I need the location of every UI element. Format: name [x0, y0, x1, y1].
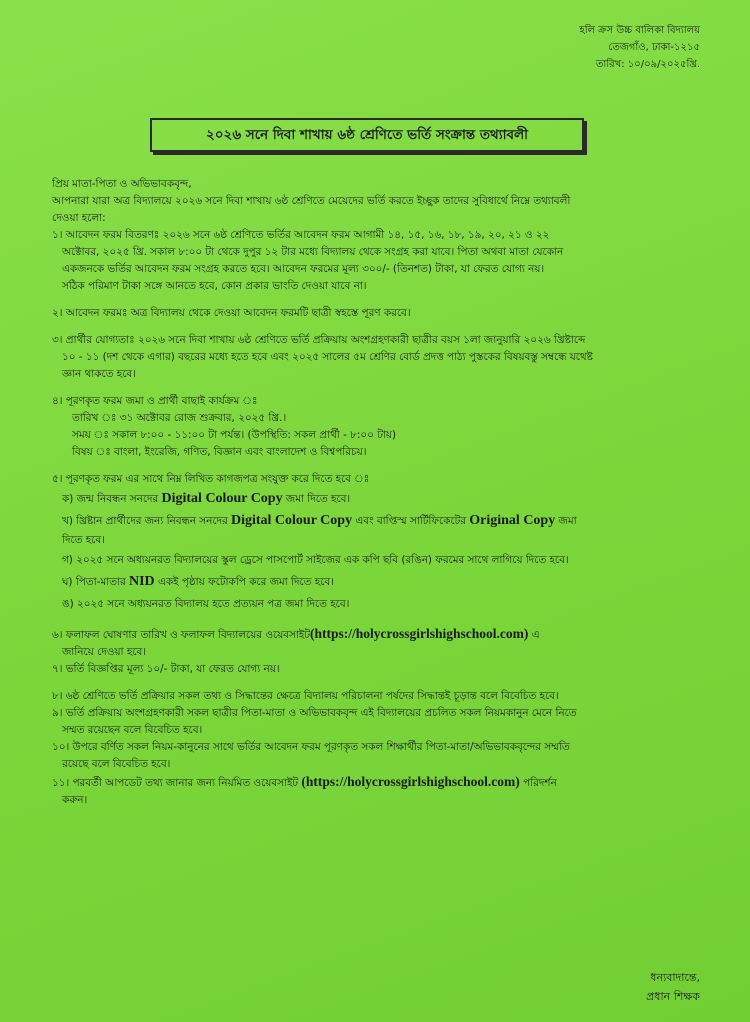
item-5-b: খ) খ্রিষ্টান প্রার্থীদের জন্য নিবন্ধন সনদের Digital Colour Copy এবং বাপ্তিস্ম সার্টিফিকেটের Original Copy জমা	[62, 513, 577, 528]
item-1-line: ১। আবেদন ফরম বিতরণঃ ২০২৬ সনে ৬ষ্ঠ শ্রেণিতে ভর্তির আবেদন ফরম আগামী ১৪, ১৫, ১৬, ১৮, ১৯, ২০, ২১ ও ২২	[52, 229, 550, 241]
signatory: প্রধান শিক্ষক	[646, 990, 700, 1003]
item-2: ২। আবেদন ফরমঃ অত্র বিদ্যালয় থেকে দেওয়া আবেদন ফরমটি ছাত্রী স্বহস্তে পূরণ করবে।	[52, 307, 411, 319]
item-1-line: একজনকে ভর্তির আবেদন ফরম সংগ্রহ করতে হবে। আবেদন ফরমের মূল্য ৩০০/- (তিনশত) টাকা, যা ফেরত যোগ্য নয়।	[62, 263, 545, 275]
item-5-c: গ) ২০২৫ সনে অধ্যয়নরত বিদ্যালয়ের স্কুল ড্রেসে পাসপোর্ট সাইজের এক কপি ছবি (রঙিন) ফরমের সাথে লাগিয়ে দিতে হবে।	[62, 554, 569, 566]
closing: ধন্যবাদান্তে,	[650, 971, 700, 984]
website-link[interactable]: (https://holycrossgirlshighschool.com)	[309, 626, 529, 641]
item-9-line: সম্মত রয়েছেন বলে বিবেচিত হবে।	[62, 724, 203, 736]
item-1-line: সঠিক পরিমাণ টাকা সঙ্গে আনতে হবে, কোন প্রকার ভাংতি দেওয়া যাবে না।	[62, 280, 367, 292]
notice-body	[52, 176, 712, 809]
item-6: ৬। ফলাফল ঘোষণার তারিখ ও ফলাফল বিদ্যালয়ের ওয়েবসাইট(https://holycrossgirlshighschool.com) এ	[52, 626, 540, 641]
item-5-e: ঙ) ২০২৫ সনে অধ্যয়নরত বিদ্যালয় হতে প্রত্যয়ন পত্র জমা দিতে হবে।	[62, 598, 350, 610]
item-10-line: ১০। উপরে বর্ণিত সকল নিয়ম-কানুনের সাথে ভর্তির আবেদন ফরম পূরণকৃত সকল শিক্ষার্থীর পিতা-মাতা/অভিভাবকবৃন্দের সম্মতি	[52, 741, 570, 753]
item-3-line: ৩। প্রার্থীর যোগ্যতাঃ ২০২৬ সনে দিবা শাখায় ৬ষ্ঠ শ্রেণিতে ভর্তি প্রক্রিয়ায় অংশগ্রহণকারী ছাত্রীর বয়স ১লা জানুয়ারি ২০২৬ খ্রিষ্টাব্দে	[52, 334, 586, 346]
item-7: ৭। ভর্তি বিজ্ঞপ্তির মূল্য ১০/- টাকা, যা ফেরত যোগ্য নয়।	[52, 663, 280, 675]
item-5-b-cont: দিতে হবে।	[62, 534, 105, 546]
item-4-time: সময় ঃ সকাল ৮:০০ - ১১:০০ টা পর্যন্ত। (উপস্থিতি: সকল প্রার্থী - ৮:০০ টায়)	[72, 429, 397, 441]
website-link[interactable]: (https://holycrossgirlshighschool.com)	[301, 774, 520, 789]
item-11-cont: করুন।	[62, 794, 88, 806]
item-1-line: অক্টোবর, ২০২৫ খ্রি. সকাল ৮:০০ টা থেকে দুপুর ১২ টার মধ্যে বিদ্যালয় থেকে সংগ্রহ করা যাবে। পিতা অথবা মাতা যেকোন	[62, 246, 564, 258]
item-4-heading: ৪। পূরণকৃত ফরম জমা ও প্রার্থী বাছাই কার্যক্রম ঃ	[52, 395, 258, 407]
notice-date: তারিখ: ১০/০৯/২০২৫খ্রি.	[595, 59, 700, 70]
item-10-line: রয়েছে বলে বিবেচিত হবে।	[62, 758, 171, 770]
signature-block	[646, 968, 700, 1006]
school-address: তেজগাঁও, ঢাকা-১২১৫	[608, 42, 700, 53]
item-5-heading: ৫। পূরণকৃত ফরম এর সাথে নিম্ন লিখিত কাগজপত্র সংযুক্ত করে দিতে হবে ঃ	[52, 473, 370, 485]
item-6-cont: জানিয়ে দেওয়া হবে।	[62, 646, 146, 658]
item-3-line: জ্ঞান থাকতে হবে।	[62, 368, 136, 380]
item-5-d: ঘ) পিতা-মাতার NID একই পৃষ্ঠায় ফটোকপি করে জমা দিতে হবে।	[62, 574, 334, 589]
item-4-date: তারিখ ঃ ৩১ অক্টোবর রোজ শুক্রবার, ২০২৫ খ্রি.।	[72, 412, 287, 424]
item-8: ৮। ৬ষ্ঠ শ্রেণিতে ভর্তি প্রক্রিয়ার সকল তথ্য ও সিদ্ধান্তের ক্ষেত্রে বিদ্যালয় পরিচালনা পর্ষদের সিদ্ধান্তই চূড়ান্ত বলে বিবেচিত হবে।	[52, 690, 559, 702]
notice-title	[150, 118, 584, 152]
item-3-line: ১০ - ১১ (দশ থেকে এগার) বছরের মধ্যে হতে হবে এবং ২০২৫ সালের ৫ম শ্রেণির বোর্ড প্রদত্ত পাঠ্য পুস্তকের বিষয়বস্তু সম্বন্ধে যথেষ্ট	[62, 351, 593, 363]
salutation: প্রিয় মাতা-পিতা ও অভিভাবকবৃন্দ,	[52, 178, 192, 190]
school-name: হলি ক্রস উচ্চ বালিকা বিদ্যালয়	[579, 25, 700, 36]
intro-line: দেওয়া হলো:	[52, 212, 106, 224]
item-4-subjects: বিষয় ঃ বাংলা, ইংরেজি, গণিত, বিজ্ঞান এবং বাংলাদেশ ও বিশ্বপরিচয়।	[72, 446, 367, 458]
item-9-line: ৯। ভর্তি প্রক্রিয়ায় অংশগ্রহণকারী সকল ছাত্রীর পিতা-মাতা ও অভিভাবকবৃন্দ এই বিদ্যালয়ের প্রচলিত সকল নিয়মকানুন মেনে নিতে	[52, 707, 577, 719]
school-header	[579, 22, 700, 73]
item-11: ১১। পরবর্তী আপডেট তথ্য জানার জন্য নিয়মিত ওয়েবসাইট (https://holycrossgirlshighschool.com) পরিদর্শন	[52, 774, 557, 789]
item-5-a: ক) জন্ম নিবন্ধন সনদের Digital Colour Copy জমা দিতে হবে।	[62, 491, 351, 506]
intro-line: আপনারা যারা অত্র বিদ্যালয়ে ২০২৬ সনে দিবা শাখায় ৬ষ্ঠ শ্রেণিতে মেয়েদের ভর্তি করতে ইচ্ছুক তাদের সুবিধার্থে নিম্নে তথ্যাবলী	[52, 195, 571, 207]
notice-title-text: ২০২৬ সনে দিবা শাখায় ৬ষ্ঠ শ্রেণিতে ভর্তি সংক্রান্ত তথ্যাবলী	[206, 126, 528, 143]
